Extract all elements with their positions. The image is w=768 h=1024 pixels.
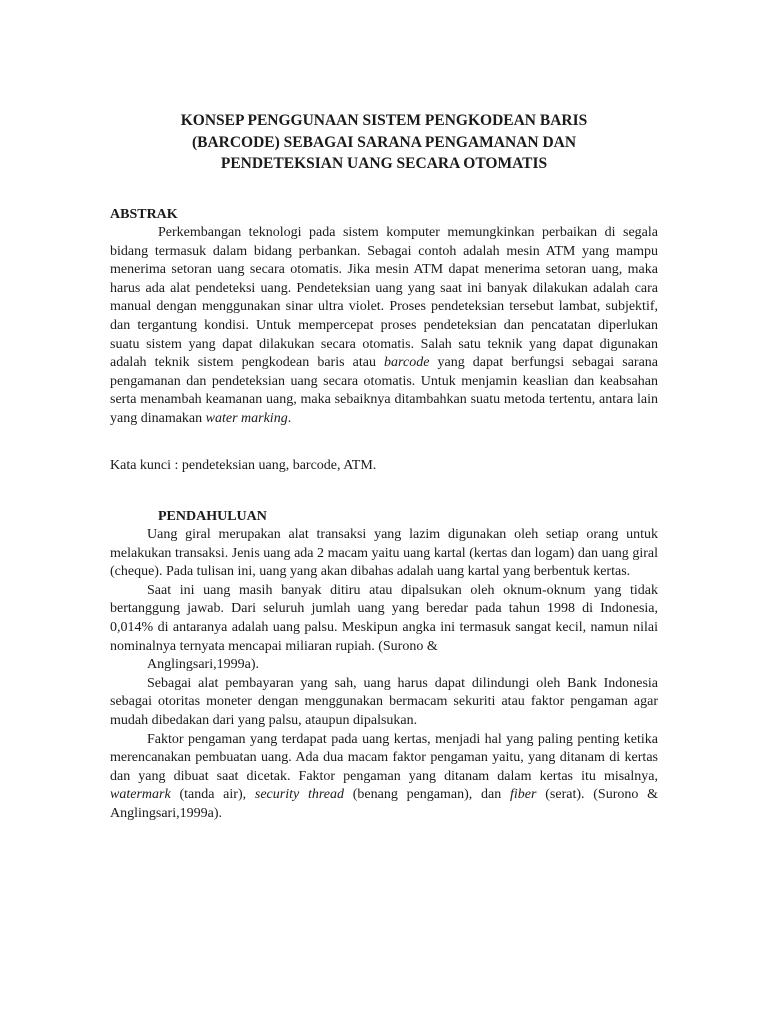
intro-p2-tail: Anglingsari,1999a). [147,657,259,673]
abstract-em-barcode: barcode [384,355,430,371]
abstract-text-b: yang dapat berfungsi sebagai sarana pengamanan dan pendeteksian uang secara otomatis. Untuk menjamin keaslian dan keabsahan serta menambah keamanan uang, maka sebaiknya ditambahkan suatu metoda tertentu, antara lain yang dinamakan [110,355,659,426]
title-line-3: PENDETEKSIAN UANG SECARA OTOMATIS [220,155,548,172]
abstract-em-watermarking: water marking [205,410,288,426]
abstract-text-a: Perkembangan teknologi pada sistem komputer memungkinkan perbaikan di segala bidang termasuk dalam bidang perbankan. Sebagai contoh adalah mesin ATM yang mampu menerima setoran uang secara otomatis. Jika mesin ATM dapat menerima setoran uang, maka harus ada alat pendeteksi uang. Pendeteksian uang yang saat ini banyak dilakukan adalah cara manual dengan menggunakan sinar ultra violet. Proses pendeteksian tersebut lambat, subjektif, dan tergantung kondisi. Untuk mempercepat proses pendeteksian dan pencatatan diperlukan suatu sistem yang dapat dilakukan secara otomatis. Salah satu teknik yang dapat digunakan adalah teknik sistem pengkodean baris atau [110,225,658,371]
intro-p4-a: Faktor pengaman yang terdapat pada uang kertas, menjadi hal yang paling penting ketika merencanakan pembuatan uang. Ada dua macam faktor pengaman yaitu, yang ditanam di kertas dan yang dibuat saat dicetak. Faktor pengaman yang ditanam dalam kertas itu misalnya, [110,731,658,784]
intro-paragraph-2 [110,582,658,675]
intro-p4-d: (serat). (Surono & Anglingsari,1999a). [110,787,659,821]
intro-heading: PENDAHULUAN [158,509,267,524]
paper-title [110,110,658,175]
title-line-2: (BARCODE) SEBAGAI SARANA PENGAMANAN DAN [191,133,577,151]
abstract-heading: ABSTRAK [110,207,178,222]
keywords: Kata kunci : pendeteksian uang, barcode, ATM. [110,458,377,473]
intro-paragraph-3: Sebagai alat pembayaran yang sah, uang harus dapat dilindungi oleh Bank Indonesia sebagai otoritas moneter dengan menggunakan bermacam sekuriti atau faktor pengaman agar mudah dibedakan dari yang palsu, ataupun dipalsukan. [110,675,658,728]
intro-em-security-thread: security thread [254,787,344,803]
intro-body [110,526,658,824]
intro-em-watermark: watermark [110,787,171,803]
intro-p4-c: (benang pengaman), dan [352,787,502,803]
intro-p2-main: Saat ini uang masih banyak ditiru atau dipalsukan oleh oknum-oknum yang tidak bertanggung jawab. Dari seluruh jumlah uang yang beredar pada tahun 1998 di Indonesia, 0,014% di antaranya adalah uang palsu. Meskipun angka ini termasuk sangat kecil, namun nilai nominalnya ternyata mencapai miliaran rupiah. (Surono & [110,582,658,654]
title-line-1: KONSEP PENGGUNAAN SISTEM PENGKODEAN BARIS [180,112,588,129]
abstract-body [110,224,658,429]
intro-em-fiber: fiber [510,787,537,803]
intro-p4-b: (tanda air), [179,787,247,803]
intro-paragraph-1: Uang giral merupakan alat transaksi yang lazim digunakan oleh setiap orang untuk melakukan transaksi. Jenis uang ada 2 macam yaitu uang kartal (kertas dan logam) dan uang giral (cheque). Pada tulisan ini, uang yang akan dibahas adalah uang kartal yang berbentuk kertas. [110,527,658,580]
intro-paragraph-4 [110,731,658,824]
abstract-end: . [287,410,292,426]
